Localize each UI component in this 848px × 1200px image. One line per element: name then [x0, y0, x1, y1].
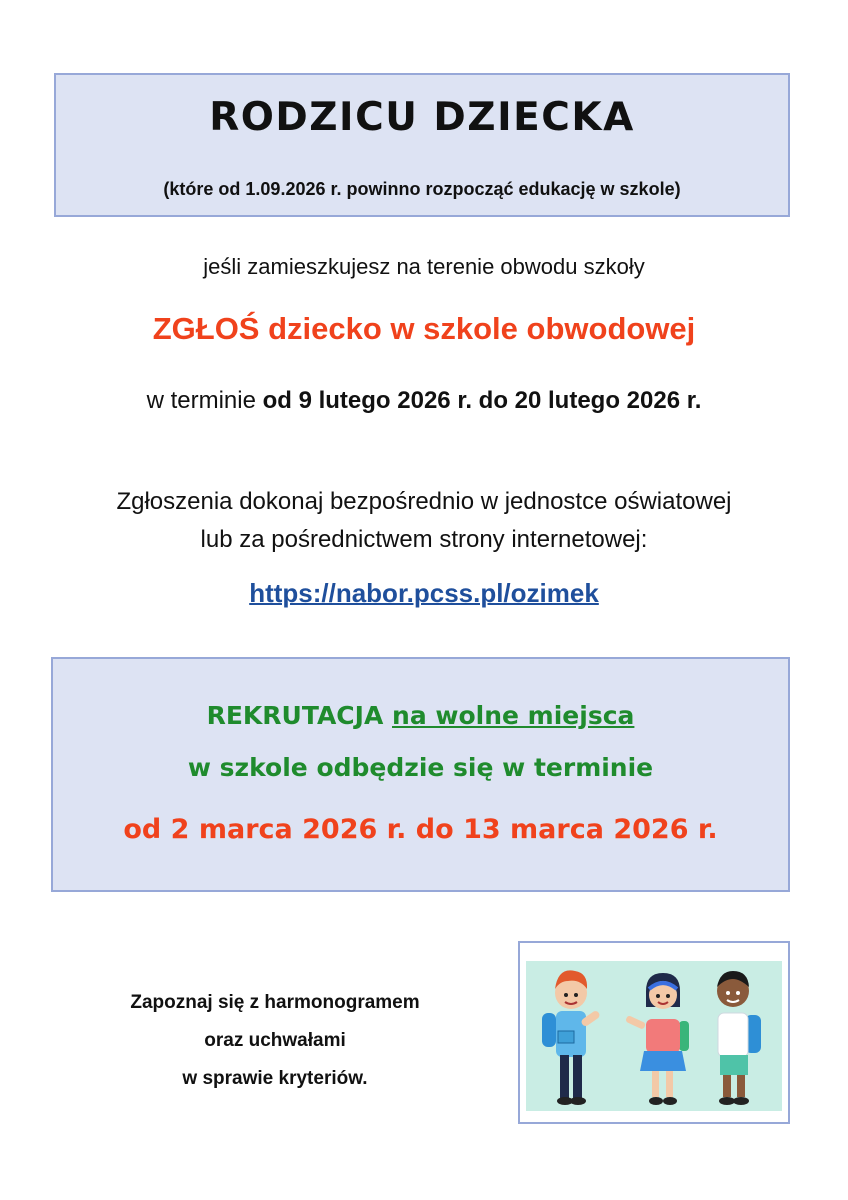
registration-instructions	[0, 483, 848, 559]
footer-note	[70, 984, 480, 1098]
recruitment-dates: od 2 marca 2026 r. do 13 marca 2026 r.	[123, 814, 718, 845]
footer-line1: Zapoznaj się z harmonogramem	[130, 992, 420, 1013]
registration-link[interactable]: https://nabor.pcss.pl/ozimek	[249, 578, 599, 608]
registration-period-prefix: w terminie	[146, 387, 263, 414]
footer-line2: oraz uchwałami	[204, 1030, 346, 1051]
registration-period	[0, 387, 848, 415]
recruitment-free-places: na wolne miejsca	[392, 701, 635, 730]
children-illustration	[518, 941, 790, 1124]
page-title: RODZICU DZIECKA	[209, 95, 635, 140]
footer-line3: w sprawie kryteriów.	[182, 1068, 368, 1089]
registration-instructions-line2: lub za pośrednictwem strony internetowej:	[200, 526, 648, 553]
recruitment-heading	[53, 701, 788, 730]
recruitment-line2: w szkole odbędzie się w terminie	[187, 753, 654, 782]
page-subtitle: (które od 1.09.2026 r. powinno rozpocząć edukację w szkole)	[163, 179, 681, 199]
register-call-to-action: ZGŁOŚ dziecko w szkole obwodowej	[152, 311, 696, 346]
residence-condition-text: jeśli zamieszkujesz na terenie obwodu szkoły	[203, 254, 645, 279]
registration-period-dates: od 9 lutego 2026 r. do 20 lutego 2026 r.	[262, 387, 702, 414]
recruitment-box	[51, 657, 790, 892]
recruitment-word: REKRUTACJA	[206, 701, 384, 730]
header-box	[54, 73, 790, 217]
registration-link-row	[0, 578, 848, 609]
registration-instructions-line1: Zgłoszenia dokonaj bezpośrednio w jednostce oświatowej	[116, 488, 732, 515]
children-icon	[520, 943, 788, 1122]
